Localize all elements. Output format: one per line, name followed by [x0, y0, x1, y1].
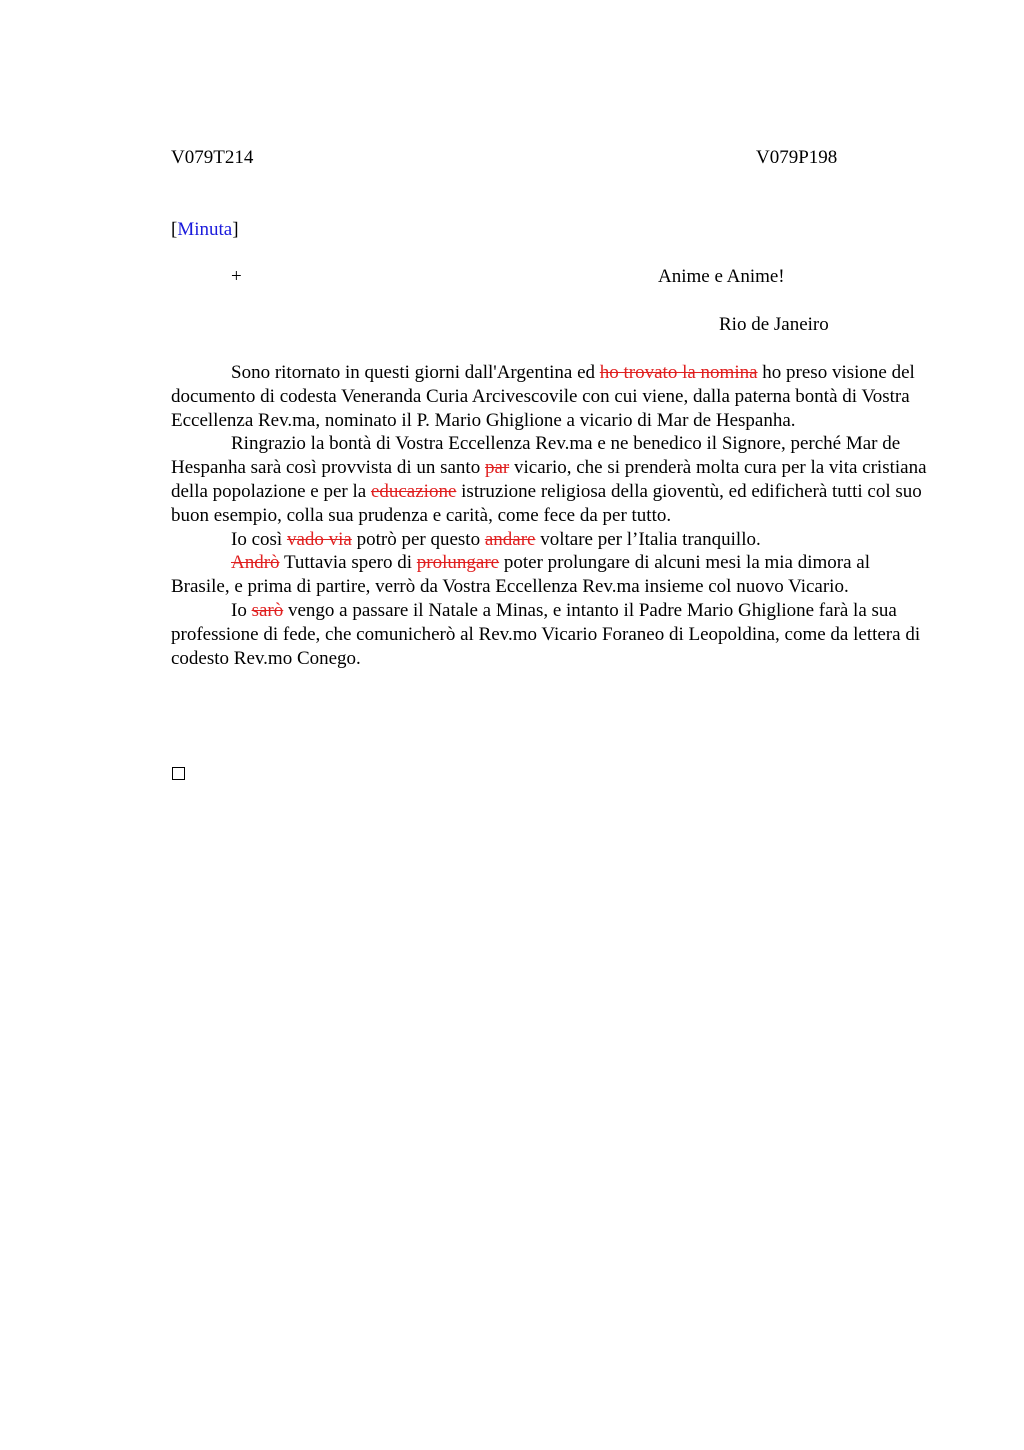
deleted-text: sarò	[251, 599, 284, 621]
letter-place: Rio de Janeiro	[719, 314, 829, 335]
text-run: Tuttavia spero di	[279, 552, 417, 574]
deleted-text: educazione	[370, 480, 457, 502]
text-run: vicario, che si prenderà molta cura per la vita cristiana della popolazione e per la	[171, 457, 927, 502]
text-run: istruzione religiosa della gioventù, ed edificherà tutti col suo buon esempio, colla sua prudenza e carità, come fece da per tutto.	[171, 480, 922, 526]
cross-mark: +	[231, 266, 242, 287]
motto: Anime e Anime!	[658, 266, 785, 287]
document-code-right: V079P198	[756, 147, 838, 168]
deleted-text: par	[484, 457, 510, 479]
paragraph-2	[171, 432, 928, 527]
text-run: Io	[231, 599, 252, 621]
text-run: poter prolungare di alcuni mesi la mia dimora al Brasile, e prima di partire, verrò da Vostra Eccellenza Rev.ma insieme col nuovo Vicario.	[171, 552, 871, 598]
document-code-left: V079T214	[171, 147, 254, 168]
deleted-text: ho trovato la nomina	[599, 362, 758, 383]
minuta-open-bracket: [	[171, 219, 178, 240]
paragraph-3	[171, 528, 928, 552]
text-run: potrò per questo	[351, 528, 485, 550]
paragraph-5	[171, 599, 928, 670]
text-run: Sono ritornato in questi giorni dall'Argentina ed	[231, 362, 600, 383]
text-run: voltare per l’Italia tranquillo.	[535, 528, 761, 550]
paragraph-4	[171, 551, 928, 599]
text-run: Ringrazio la bontà di Vostra Eccellenza Rev.ma e ne benedico il Signore, perché Mar de Hespanha sarà così provvista di un santo	[171, 433, 901, 479]
minuta-note	[171, 218, 239, 242]
text-run: Io così	[231, 528, 287, 550]
text-run: ho preso visione del documento di codesta Veneranda Curia Arcivescovile con cui viene, dalla paterna bontà di Vostra Eccellenza Rev.ma, nominato il P. Mario Ghiglione a vicario di Mar de Hespanha.	[171, 362, 915, 431]
deleted-text: vado via	[286, 528, 352, 550]
deleted-text: Andrò	[231, 552, 280, 574]
paragraph-1	[171, 361, 928, 432]
text-run: vengo a passare il Natale a Minas, e intanto il Padre Mario Ghiglione farà la sua professione di fede, che comunicherò al Rev.mo Vicario Foraneo di Leopoldina, come da lettera di codesto Rev.mo Conego.	[171, 599, 921, 669]
deleted-text: andare	[484, 528, 536, 550]
letter-body	[171, 361, 928, 670]
deleted-text: prolungare	[416, 552, 500, 574]
minuta-close-bracket: ]	[232, 219, 239, 240]
empty-square-icon	[172, 767, 185, 780]
minuta-label: Minuta	[177, 219, 233, 240]
